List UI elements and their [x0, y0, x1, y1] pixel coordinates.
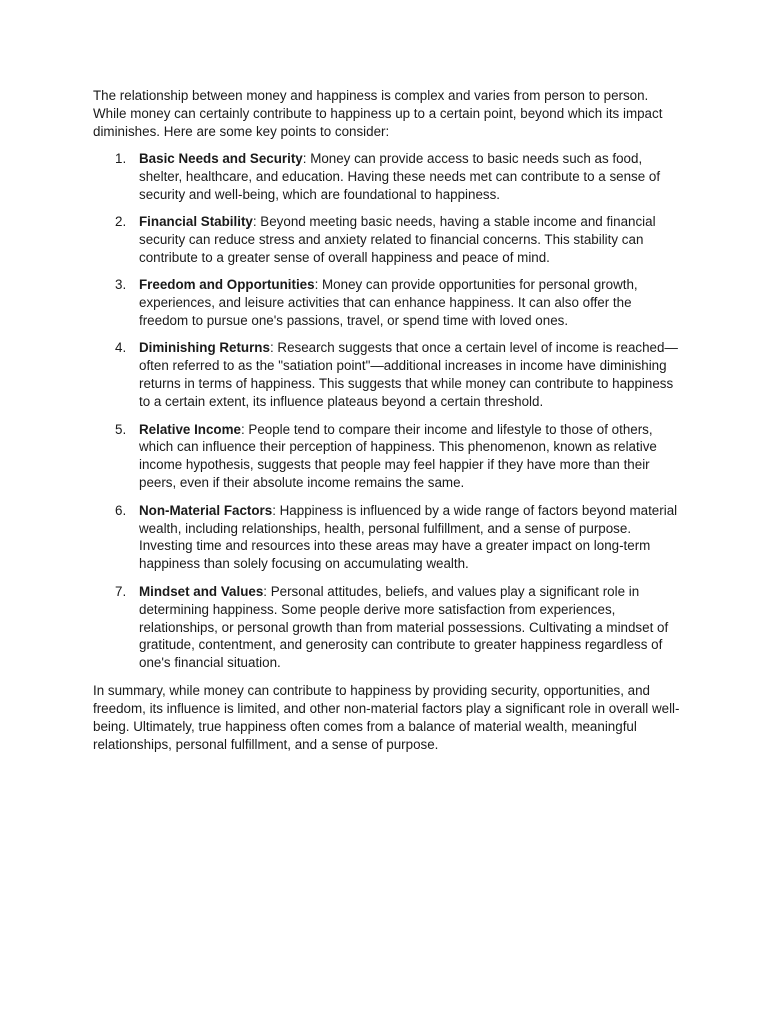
list-item [93, 339, 683, 411]
list-item-text: : Happiness is influenced by a wide range of factors beyond material wealth, including relationships, health, personal fulfillment, and a sense of purpose. Investing time and resources into these areas may have a greater impact on long-term happiness than solely focusing on accumulating wealth. [139, 502, 678, 572]
list-item-text: : Personal attitudes, beliefs, and values play a significant role in determining happiness. Some people derive more satisfaction from experiences, relationships, or personal growth than from material possessions. Cultivating a mindset of gratitude, contentment, and generosity can contribute to greater happiness regardless of one's financial situation. [139, 583, 669, 671]
list-item-term: Non-Material Factors [139, 502, 273, 518]
list-item [93, 150, 683, 204]
list-item-text: : People tend to compare their income and lifestyle to those of others, which can influence their perception of happiness. This phenomenon, known as relative income hypothesis, suggests that people may feel happier if they have more than their peers, even if their absolute income remains the same. [139, 421, 657, 491]
list-item [93, 276, 683, 330]
list-item-text: : Money can provide opportunities for personal growth, experiences, and leisure activities that can enhance happiness. It can also offer the freedom to pursue one's passions, travel, or spend time with loved ones. [139, 277, 638, 328]
list-item-number: 3. [115, 277, 127, 293]
list-item-term: Diminishing Returns [139, 340, 270, 356]
list-item [93, 583, 683, 673]
list-item-number: 2. [115, 213, 127, 229]
key-points-list [93, 150, 683, 673]
list-item [93, 421, 683, 493]
list-item-number: 7. [115, 583, 127, 599]
list-item [93, 502, 683, 574]
list-item-term: Freedom and Opportunities [139, 277, 315, 293]
list-item [93, 213, 683, 267]
list-item-number: 6. [115, 502, 127, 518]
list-item-term: Basic Needs and Security [139, 150, 303, 166]
summary-paragraph: In summary, while money can contribute to happiness by providing security, opportunities, and freedom, its influence is limited, and other non-material factors play a significant role in overall well-being. Ultimately, true happiness often comes from a balance of material wealth, meaningful relationships, personal fulfillment, and a sense of purpose. [93, 682, 680, 752]
list-item-text: : Research suggests that once a certain level of income is reached—often referred to as the "satiation point"—additional increases in income have diminishing returns in terms of happiness. This suggests that while money can contribute to happiness to a certain extent, its influence plateaus beyond a certain threshold. [139, 340, 678, 410]
list-item-term: Relative Income [139, 421, 241, 437]
list-item-number: 1. [115, 150, 127, 166]
list-item-term: Mindset and Values [139, 583, 264, 599]
list-item-text: : Beyond meeting basic needs, having a stable income and financial security can reduce stress and anxiety related to financial concerns. This stability can contribute to a greater sense of overall happiness and peace of mind. [139, 213, 656, 265]
list-item-number: 4. [115, 340, 127, 356]
intro-paragraph: The relationship between money and happiness is complex and varies from person to person. While money can certainly contribute to happiness up to a certain point, beyond which its impact diminishes. Here are some key points to consider: [93, 88, 663, 139]
list-item-text: : Money can provide access to basic needs such as food, shelter, healthcare, and education. Having these needs met can contribute to a sense of security and well-being, which are foundational to happiness. [139, 150, 661, 202]
list-item-number: 5. [115, 421, 127, 437]
document-page [93, 87, 683, 753]
list-item-term: Financial Stability [139, 213, 253, 229]
